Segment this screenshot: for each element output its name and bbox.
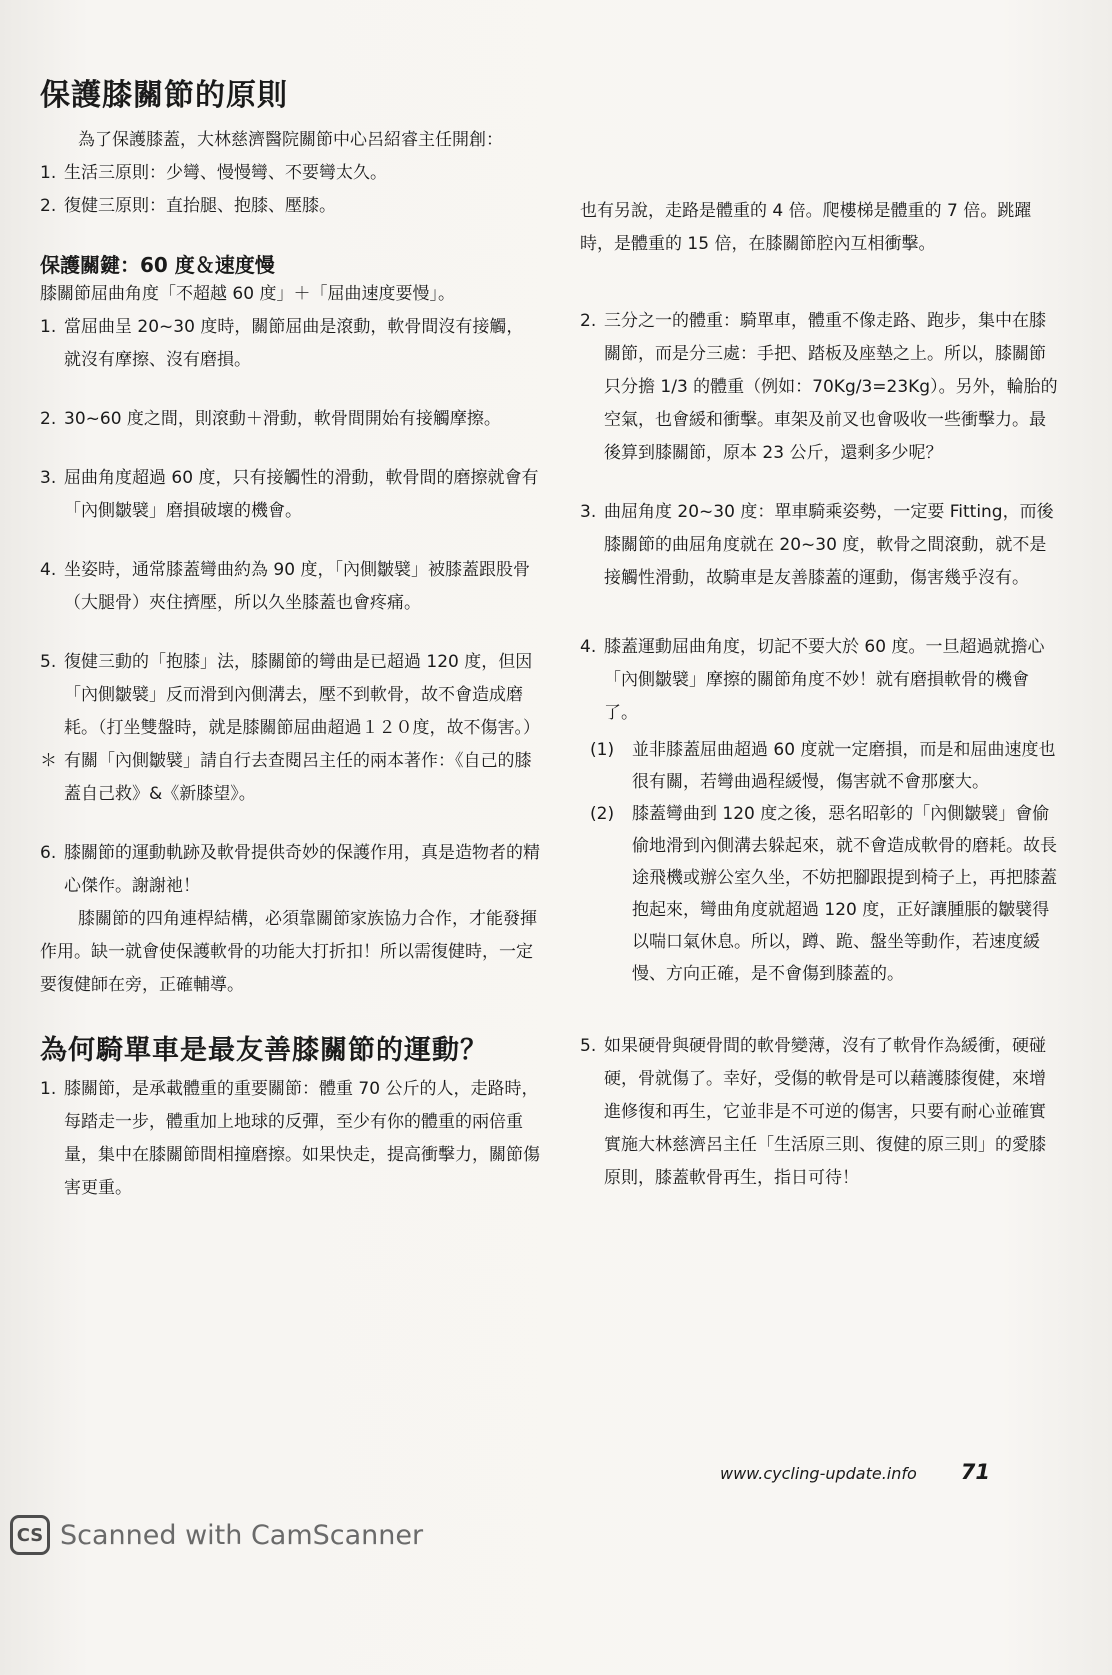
sub-list [580, 734, 1060, 990]
key-heading: 保護關鍵：60 度＆速度慢 [40, 253, 275, 277]
item-text: 坐姿時，通常膝蓋彎曲約為 90 度，「內側皺襞」被膝蓋跟股骨（大腿骨）夾住擠壓，所以久坐膝蓋也會疼痛。 [64, 560, 530, 613]
intro-paragraph: 為了保護膝蓋，大林慈濟醫院關節中心呂紹睿主任開創： [78, 130, 503, 150]
cycling-list [40, 1073, 540, 1205]
item-text: 曲屈角度 20~30 度：單車騎乘姿勢，一定要 Fitting，而後膝關節的曲屈角度就在 20~30 度，軟骨之間滾動，就不是接觸性滑動，故騎車是友善膝蓋的運動，傷害幾乎沒有。 [604, 502, 1054, 588]
item-number: 1. [40, 163, 57, 183]
item-number: (2) [590, 804, 615, 824]
sub-list-item [590, 798, 1060, 990]
list-item [580, 496, 1060, 595]
principles-list [40, 157, 540, 223]
list-item [40, 554, 540, 620]
item-text: 並非膝蓋屈曲超過 60 度就一定磨損，而是和屈曲速度也很有關，若彎曲過程緩慢，傷害就不會那麼大。 [632, 740, 1056, 792]
item-text: 當屈曲呈 20~30 度時，關節屈曲是滾動，軟骨間沒有接觸，就沒有摩擦、沒有磨損。 [64, 317, 524, 370]
list-item [40, 462, 540, 528]
sub-list-item [590, 734, 1060, 798]
item-number: 2. [40, 409, 57, 429]
website-url: www.cycling-update.info [720, 1464, 917, 1483]
left-column [40, 70, 540, 1205]
item-text: 復健三原則：直抬腿、抱膝、壓膝。 [64, 196, 336, 216]
item-text: 30~60 度之間，則滾動＋滑動，軟骨間開始有接觸摩擦。 [64, 409, 501, 429]
item-text: 膝關節，是承載體重的重要關節：體重 70 公斤的人，走路時，每踏走一步，體重加上地球的反彈，至少有你的體重的兩倍重量，集中在膝關節間相撞磨擦。如果快走，提高衝擊力，關節傷害更重。 [64, 1079, 540, 1198]
item-number: (1) [590, 740, 615, 760]
camscanner-logo-icon: CS [10, 1515, 50, 1555]
list-item [40, 311, 540, 377]
page-title: 保護膝關節的原則 [40, 78, 288, 113]
list-item [580, 1030, 1060, 1195]
item-text: 屈曲角度超過 60 度，只有接觸性的滑動，軟骨間的磨擦就會有「內側皺襞」磨損破壞的機會。 [64, 468, 539, 521]
section-heading-cycling: 為何騎單車是最友善膝關節的運動？ [40, 1035, 488, 1066]
list-item [580, 631, 1060, 730]
item-text: 復健三動的「抱膝」法，膝關節的彎曲是已超過 120 度，但因「內側皺襞」反而滑到內側溝去，壓不到軟骨，故不會造成磨耗。（打坐雙盤時，就是膝關節屈曲超過１２０度，故不傷害。） [64, 652, 540, 738]
item-number: 2. [580, 311, 597, 331]
continuation-paragraph: 也有另說，走路是體重的 4 倍。爬樓梯是體重的 7 倍。跳躍時，是體重的 15 倍，在膝關節腔內互相衝擊。 [580, 201, 1032, 254]
list-item [40, 837, 540, 903]
item-number: 3. [580, 502, 597, 522]
item-text: 有關「內側皺襞」請自行去查閱呂主任的兩本著作：《自己的膝蓋自己救》&《新膝望》。 [64, 751, 532, 804]
item-number: 1. [40, 317, 57, 337]
list-item [580, 305, 1060, 470]
list-item-note [40, 745, 540, 811]
cycling-list-final [580, 1030, 1060, 1195]
key-list [40, 311, 540, 903]
camscanner-watermark [10, 1505, 423, 1565]
item-text: 膝蓋運動屈曲角度，切記不要大於 60 度。一旦超過就擔心「內側皺襞」摩擦的關節角度不妙！就有磨損軟骨的機會了。 [604, 637, 1045, 723]
item-number: 3. [40, 468, 57, 488]
key-intro: 膝關節屈曲角度「不超越 60 度」＋「屈曲速度要慢」。 [40, 284, 455, 304]
list-item [40, 157, 540, 190]
cycling-list-continued [580, 305, 1060, 730]
item-text: 膝蓋彎曲到 120 度之後，惡名昭彰的「內側皺襞」會偷偷地滑到內側溝去躲起來，就不會造成軟骨的磨耗。故長途飛機或辦公室久坐，不妨把腳跟提到椅子上，再把膝蓋抱起來，彎曲角度就超過 120 度，正好讓腫脹的皺襞得以喘口氣休息。所以，蹲、跪、盤坐等動作，若速度緩慢、方向正確，是不會傷到膝蓋的。 [632, 804, 1057, 984]
list-item [40, 646, 540, 745]
item-number: 4. [580, 637, 597, 657]
item-text: 如果硬骨與硬骨間的軟骨變薄，沒有了軟骨作為緩衝，硬碰硬，骨就傷了。幸好，受傷的軟骨是可以藉護膝復健，來增進修復和再生，它並非是不可逆的傷害，只要有耐心並確實實施大林慈濟呂主任「生活原三則、復健的原三則」的愛膝原則，膝蓋軟骨再生，指日可待！ [604, 1036, 1046, 1188]
page-footer [720, 1460, 990, 1484]
item-number: 1. [40, 1079, 57, 1099]
item-number: 2. [40, 196, 57, 216]
list-item [40, 190, 540, 223]
item-text: 生活三原則：少彎、慢慢彎、不要彎太久。 [64, 163, 387, 183]
list-item [40, 1073, 540, 1205]
item-number: 4. [40, 560, 57, 580]
item-number: 5. [40, 652, 57, 672]
item-text: 膝關節的運動軌跡及軟骨提供奇妙的保護作用，真是造物者的精心傑作。謝謝祂！ [64, 843, 540, 896]
page-number: 71 [960, 1460, 990, 1484]
watermark-text: Scanned with CamScanner [60, 1519, 424, 1551]
list-item [40, 403, 540, 436]
item-number: 5. [580, 1036, 597, 1056]
asterisk-icon: ＊ [40, 751, 57, 771]
item-number: 6. [40, 843, 57, 863]
item-text: 三分之一的體重：騎單車，體重不像走路、跑步，集中在膝關節，而是分三處：手把、踏板及座墊之上。所以，膝關節只分擔 1/3 的體重（例如：70Kg/3=23Kg）。另外，輪胎的空氣，也會緩和衝擊。車架及前叉也會吸收一些衝擊力。最後算到膝關節，原本 23 公斤，還剩多少呢？ [604, 311, 1058, 463]
right-column [580, 195, 1060, 1195]
closing-paragraph: 膝關節的四角連桿結構，必須靠關節家族協力合作，才能發揮作用。缺一就會使保護軟骨的功能大打折扣！所以需復健時，一定要復健師在旁，正確輔導。 [40, 909, 537, 995]
